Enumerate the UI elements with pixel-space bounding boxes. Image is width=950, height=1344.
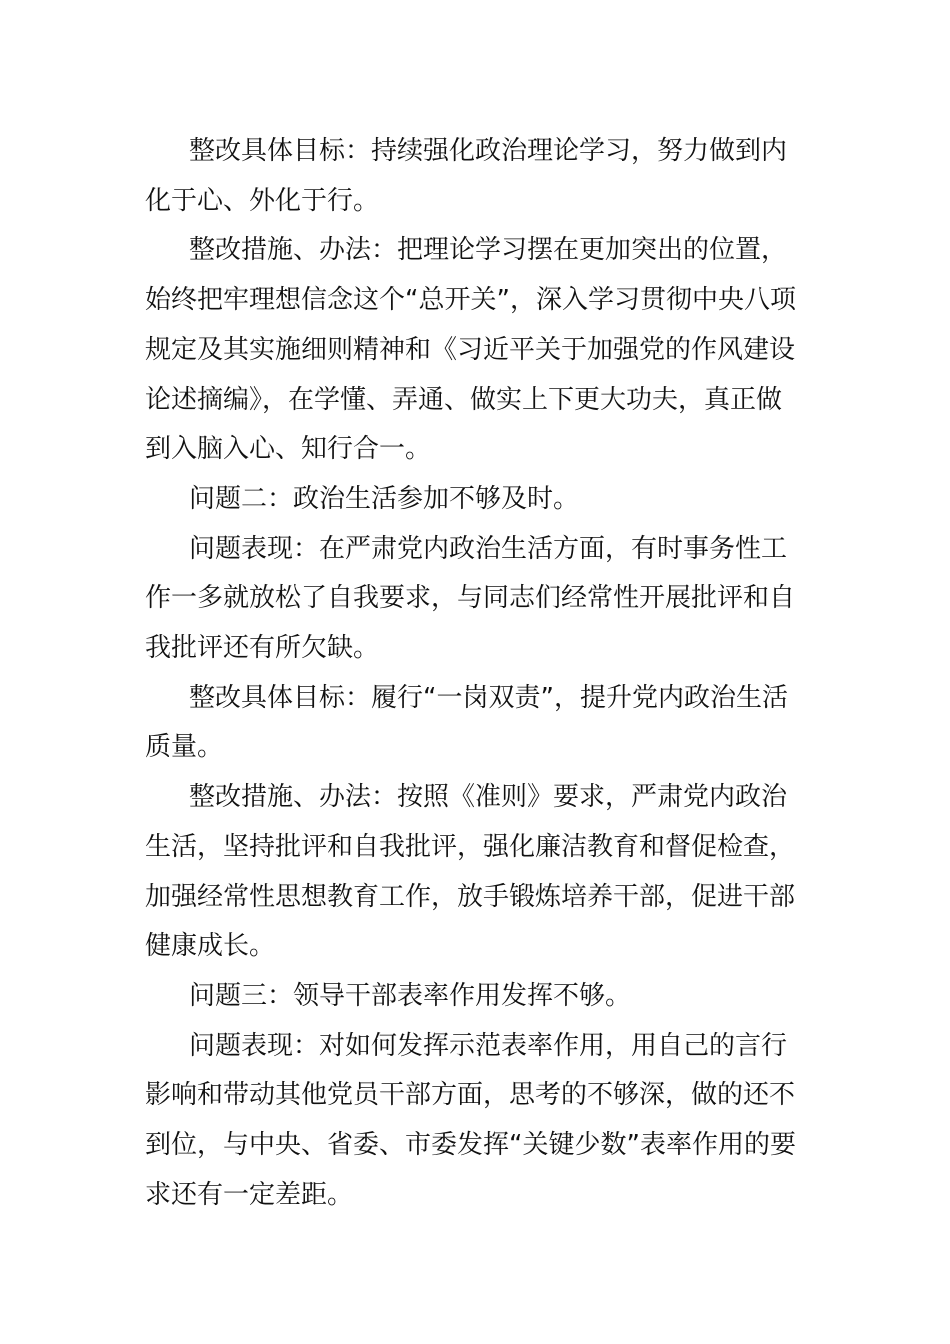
paragraph-problem-3-heading: 问题三：领导干部表率作用发挥不够。 xyxy=(189,980,632,1011)
paragraph-rectification-measures-1: 整改措施、办法：把理论学习摆在更加突出的位置，始终把牢理想信念这个“总开关”，深入学习贯彻中央八项规定及其实施细则精神和《习近平关于加强党的作风建设论述摘编》，在学懂、弄通、做实上下更大功夫，真正做到入脑入心、知行合一。 xyxy=(145,235,796,465)
paragraph-rectification-goal-2: 整改具体目标：履行“一岗双责”，提升党内政治生活质量。 xyxy=(145,682,788,763)
paragraph-problem-2-manifestation: 问题表现：在严肃党内政治生活方面，有时事务性工作一多就放松了自我要求，与同志们经常性开展批评和自我批评还有所欠缺。 xyxy=(145,533,796,664)
document-body xyxy=(145,127,805,1220)
paragraph-rectification-measures-2: 整改措施、办法：按照《准则》要求，严肃党内政治生活，坚持批评和自我批评，强化廉洁教育和督促检查，加强经常性思想教育工作，放手锻炼培养干部，促进干部健康成长。 xyxy=(145,782,796,962)
paragraph-problem-2-heading: 问题二：政治生活参加不够及时。 xyxy=(189,483,580,514)
paragraph-problem-3-manifestation: 问题表现：对如何发挥示范表率作用，用自己的言行影响和带动其他党员干部方面，思考的不够深，做的还不到位，与中央、省委、市委发挥“关键少数”表率作用的要求还有一定差距。 xyxy=(145,1030,796,1210)
paragraph-rectification-goal-1: 整改具体目标：持续强化政治理论学习，努力做到内化于心、外化于行。 xyxy=(145,136,788,216)
